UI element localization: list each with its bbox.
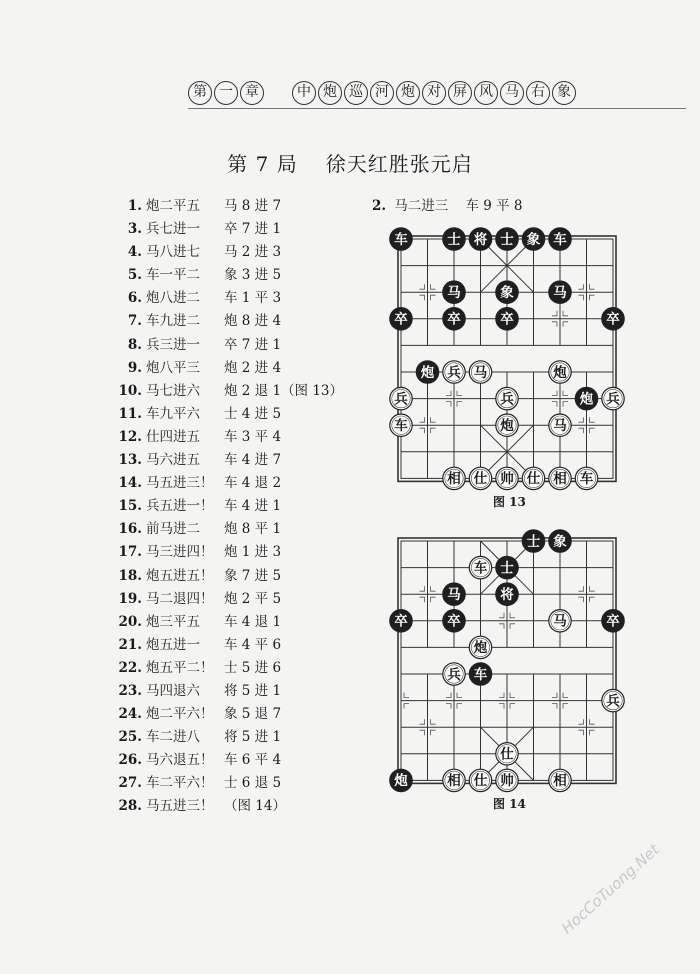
subject-char: 炮 [396, 81, 420, 105]
red-move: 炮五平二！ [146, 659, 214, 676]
move-number: 8. [127, 336, 142, 353]
black-piece [602, 308, 624, 330]
subject-char: 马 [500, 81, 524, 105]
watermark: HocCoTuong.Net [558, 840, 663, 938]
black-move: 车 4 退 2 [224, 475, 282, 492]
move-line [108, 449, 343, 472]
black-move: 炮 8 平 1 [224, 521, 282, 538]
piece-label: 卒 [447, 613, 461, 630]
piece-label: 卒 [606, 613, 620, 630]
piece-label: 相 [553, 773, 567, 790]
piece-label: 仕 [526, 471, 541, 488]
board-figure-13 [388, 225, 628, 497]
move-line [108, 588, 343, 611]
figure-caption: 图 14 [493, 797, 526, 811]
move-line [108, 541, 343, 564]
chapter-header [188, 78, 578, 108]
red-move: 马六退五！ [146, 752, 214, 769]
red-piece [549, 361, 571, 383]
black-move: 士 5 进 6 [224, 659, 282, 676]
piece-label: 象 [526, 231, 541, 248]
red-move: 车一平二 [146, 267, 200, 284]
black-piece [496, 308, 518, 330]
piece-label: 将 [473, 231, 488, 248]
move-number: 27. [118, 775, 142, 792]
piece-label: 兵 [606, 391, 620, 408]
piece-label: 车 [473, 666, 488, 683]
red-piece [390, 387, 412, 409]
black-piece [496, 228, 518, 250]
red-piece [443, 663, 465, 685]
black-move: 炮 8 进 4 [224, 313, 282, 330]
red-piece [549, 414, 571, 436]
piece-label: 象 [500, 285, 514, 301]
black-move: 车 1 平 3 [224, 290, 282, 307]
red-move: 炮八进二 [146, 290, 200, 307]
move-line [108, 611, 343, 634]
piece-label: 炮 [579, 391, 594, 408]
red-move: 前马进二 [146, 521, 200, 538]
red-move: 车二平六！ [146, 775, 214, 792]
piece-label: 士 [447, 231, 461, 248]
black-move: 马 2 进 3 [224, 244, 282, 261]
red-piece [496, 414, 518, 436]
black-piece [549, 228, 571, 250]
piece-label: 马 [447, 587, 461, 603]
page-title [0, 148, 700, 177]
piece-label: 马 [553, 418, 567, 434]
black-piece [522, 530, 544, 552]
subject-char: 屏 [448, 81, 472, 105]
red-move: 炮三平五 [146, 613, 200, 630]
piece-label: 马 [473, 364, 488, 381]
black-piece [443, 308, 465, 330]
red-move: 兵五进一！ [146, 498, 214, 515]
red-piece [549, 769, 571, 791]
move-line [108, 241, 343, 264]
subject-char: 炮 [318, 81, 342, 105]
move-number: 17. [118, 544, 142, 561]
move-line [108, 310, 343, 333]
piece-label: 兵 [447, 364, 461, 381]
black-piece [443, 281, 465, 303]
subject-char: 风 [474, 81, 498, 105]
black-piece [496, 281, 518, 303]
move-number: 26. [118, 752, 142, 769]
black-move: 象 5 退 7 [224, 706, 282, 723]
move-line [108, 772, 343, 795]
red-move: 兵三进一 [146, 336, 200, 353]
black-piece [443, 583, 465, 605]
move-line [108, 426, 343, 449]
black-move: 士 4 进 5 [224, 405, 282, 422]
piece-label: 兵 [500, 391, 514, 408]
piece-label: 士 [500, 560, 514, 577]
figure-caption: 图 13 [493, 495, 526, 509]
game-number: 第 7 局 [227, 152, 298, 176]
move-number: 4. [127, 244, 142, 261]
black-piece [522, 228, 544, 250]
move-number: 18. [118, 567, 142, 584]
red-move: 炮二平六！ [146, 706, 214, 723]
move-line [108, 795, 343, 818]
subject-char: 中 [292, 81, 316, 105]
piece-label: 兵 [447, 666, 461, 683]
piece-label: 炮 [394, 773, 408, 790]
red-piece [469, 467, 491, 489]
black-piece [390, 610, 412, 632]
chapter-char: 第 [188, 81, 212, 105]
black-move: 马 8 进 7 [224, 198, 282, 214]
move-line [108, 195, 343, 218]
piece-label: 炮 [473, 640, 488, 657]
red-move: 炮二平五 [146, 198, 200, 214]
move-number: 3. [127, 221, 142, 238]
piece-label: 炮 [500, 418, 514, 434]
move-number: 19. [118, 590, 142, 607]
red-move: 马三进四！ [146, 544, 214, 561]
move-number: 24. [118, 706, 142, 723]
board-grid [398, 236, 616, 481]
piece-label: 车 [394, 418, 408, 434]
red-move: 车二进八 [146, 729, 200, 746]
move-number: 5. [127, 267, 142, 284]
subject-char: 右 [526, 81, 550, 105]
move-line [372, 195, 523, 218]
move-number: 28. [118, 798, 142, 815]
move-number: 25. [118, 729, 142, 746]
move-number: 15. [118, 498, 142, 515]
chapter-char: 一 [214, 81, 238, 105]
piece-label: 象 [553, 533, 567, 550]
piece-label: 相 [447, 471, 461, 488]
red-move: 兵七进一 [146, 221, 200, 238]
black-piece [416, 361, 438, 383]
red-piece [496, 387, 518, 409]
piece-label: 炮 [420, 364, 435, 381]
move-number: 10. [118, 382, 142, 399]
red-piece [575, 467, 597, 489]
move-number: 14. [118, 475, 142, 492]
move-line [108, 495, 343, 518]
black-move: 炮 2 退 1（图 13） [224, 382, 344, 399]
move-line [108, 634, 343, 657]
move-line [108, 703, 343, 726]
chapter-char: 章 [240, 81, 264, 105]
black-move: 炮 2 平 5 [224, 590, 282, 607]
piece-label: 仕 [500, 746, 514, 763]
move-line [108, 264, 343, 287]
black-piece [469, 663, 491, 685]
black-move: 卒 7 进 1 [224, 336, 282, 353]
move-number: 13. [118, 452, 142, 469]
black-piece [390, 308, 412, 330]
black-move: 卒 7 进 1 [224, 221, 282, 238]
red-piece [549, 610, 571, 632]
black-piece [390, 228, 412, 250]
black-move: 车 3 平 4 [224, 428, 282, 445]
red-move: 马二进三 [394, 198, 449, 214]
piece-label: 兵 [394, 391, 408, 408]
black-piece [469, 228, 491, 250]
move-number: 16. [118, 521, 142, 538]
subject-char: 巡 [344, 81, 368, 105]
piece-label: 车 [553, 231, 567, 248]
red-move: 马五进三！ [146, 475, 214, 492]
piece-label: 卒 [447, 311, 461, 328]
red-piece [469, 556, 491, 578]
black-piece [496, 583, 518, 605]
black-move: 车 4 进 7 [224, 452, 282, 469]
move-line [108, 334, 343, 357]
red-piece [522, 467, 544, 489]
black-move: 士 6 退 5 [224, 775, 282, 792]
red-move: 马四退六 [146, 682, 200, 699]
red-move: 马五进三！ [146, 798, 214, 815]
piece-label: 车 [394, 231, 408, 248]
piece-label: 卒 [394, 613, 408, 630]
black-piece [443, 228, 465, 250]
black-move: 车 4 平 6 [224, 636, 282, 653]
move-number: 11. [118, 405, 142, 422]
red-piece [602, 689, 624, 711]
red-move: 马八进七 [146, 244, 200, 261]
move-number: 12. [118, 428, 142, 445]
move-number: 7. [127, 313, 142, 330]
black-move: （图 14） [224, 798, 286, 815]
black-move: 象 7 进 5 [224, 567, 282, 584]
red-piece [390, 414, 412, 436]
red-move: 仕四进五 [146, 428, 200, 445]
move-number: 22. [118, 659, 142, 676]
red-piece [469, 361, 491, 383]
piece-label: 车 [579, 471, 594, 488]
piece-label: 士 [526, 533, 541, 550]
move-number: 20. [118, 613, 142, 630]
red-move: 车九平六 [146, 405, 200, 422]
red-piece [443, 467, 465, 489]
move-number: 6. [127, 290, 142, 307]
black-piece [602, 610, 624, 632]
subject-char: 河 [370, 81, 394, 105]
move-line [108, 726, 343, 749]
black-piece [390, 769, 412, 791]
red-piece [549, 467, 571, 489]
red-move: 炮五进五！ [146, 567, 214, 584]
move-list [108, 195, 343, 819]
piece-label: 卒 [606, 311, 620, 328]
move-line [108, 565, 343, 588]
subject-char: 对 [422, 81, 446, 105]
move-number: 21. [118, 636, 142, 653]
subject-char: 象 [552, 81, 576, 105]
move-line [108, 403, 343, 426]
move-number: 2. [372, 198, 387, 214]
red-move: 马六进五 [146, 452, 200, 469]
move-line [108, 518, 343, 541]
piece-label: 相 [553, 471, 567, 488]
piece-label: 卒 [500, 311, 514, 328]
red-piece [496, 467, 518, 489]
black-piece [575, 387, 597, 409]
piece-label: 相 [447, 773, 461, 790]
move-line [108, 680, 343, 703]
black-piece [443, 610, 465, 632]
move-line [108, 357, 343, 380]
piece-label: 马 [553, 613, 567, 630]
red-move: 炮五进一 [146, 636, 200, 653]
piece-label: 马 [447, 285, 461, 301]
black-piece [549, 530, 571, 552]
piece-label: 士 [500, 231, 514, 248]
move-line [108, 749, 343, 772]
red-move: 炮八平三 [146, 359, 200, 376]
red-move: 马二退四！ [146, 590, 214, 607]
black-piece [496, 556, 518, 578]
move-number: 9. [127, 359, 142, 376]
red-piece [496, 743, 518, 765]
black-move: 将 5 进 1 [224, 729, 282, 746]
piece-label: 炮 [553, 364, 567, 381]
black-move: 炮 1 进 3 [224, 544, 282, 561]
piece-label: 车 [473, 560, 488, 577]
red-move: 马七进六 [146, 382, 200, 399]
piece-label: 帅 [500, 471, 514, 488]
game-players: 徐天红胜张元启 [325, 152, 473, 176]
red-piece [602, 387, 624, 409]
move-line [108, 287, 343, 310]
move-line [108, 472, 343, 495]
piece-label: 仕 [473, 471, 488, 488]
piece-label: 帅 [500, 773, 514, 790]
black-move: 将 5 进 1 [224, 682, 282, 699]
piece-label: 仕 [473, 773, 488, 790]
move-number: 23. [118, 682, 142, 699]
piece-label: 将 [500, 587, 514, 603]
red-piece [496, 769, 518, 791]
piece-label: 卒 [394, 311, 408, 328]
red-piece [443, 769, 465, 791]
red-piece [469, 636, 491, 658]
board-figure-14 [388, 527, 628, 799]
red-move: 车九进二 [146, 313, 200, 330]
move-number: 1. [127, 198, 142, 214]
move-line [108, 657, 343, 680]
move-line [108, 218, 343, 241]
move-line [108, 380, 343, 403]
piece-label: 兵 [606, 693, 620, 710]
black-move: 车 6 平 4 [224, 752, 282, 769]
black-move: 车 9 平 8 [465, 198, 523, 214]
red-piece [469, 769, 491, 791]
piece-label: 马 [553, 285, 567, 301]
black-move: 车 4 进 1 [224, 498, 282, 515]
black-piece [549, 281, 571, 303]
header-rule [188, 108, 686, 109]
red-piece [443, 361, 465, 383]
black-move: 炮 2 进 4 [224, 359, 282, 376]
black-move: 车 4 退 1 [224, 613, 282, 630]
black-move: 象 3 进 5 [224, 267, 282, 284]
